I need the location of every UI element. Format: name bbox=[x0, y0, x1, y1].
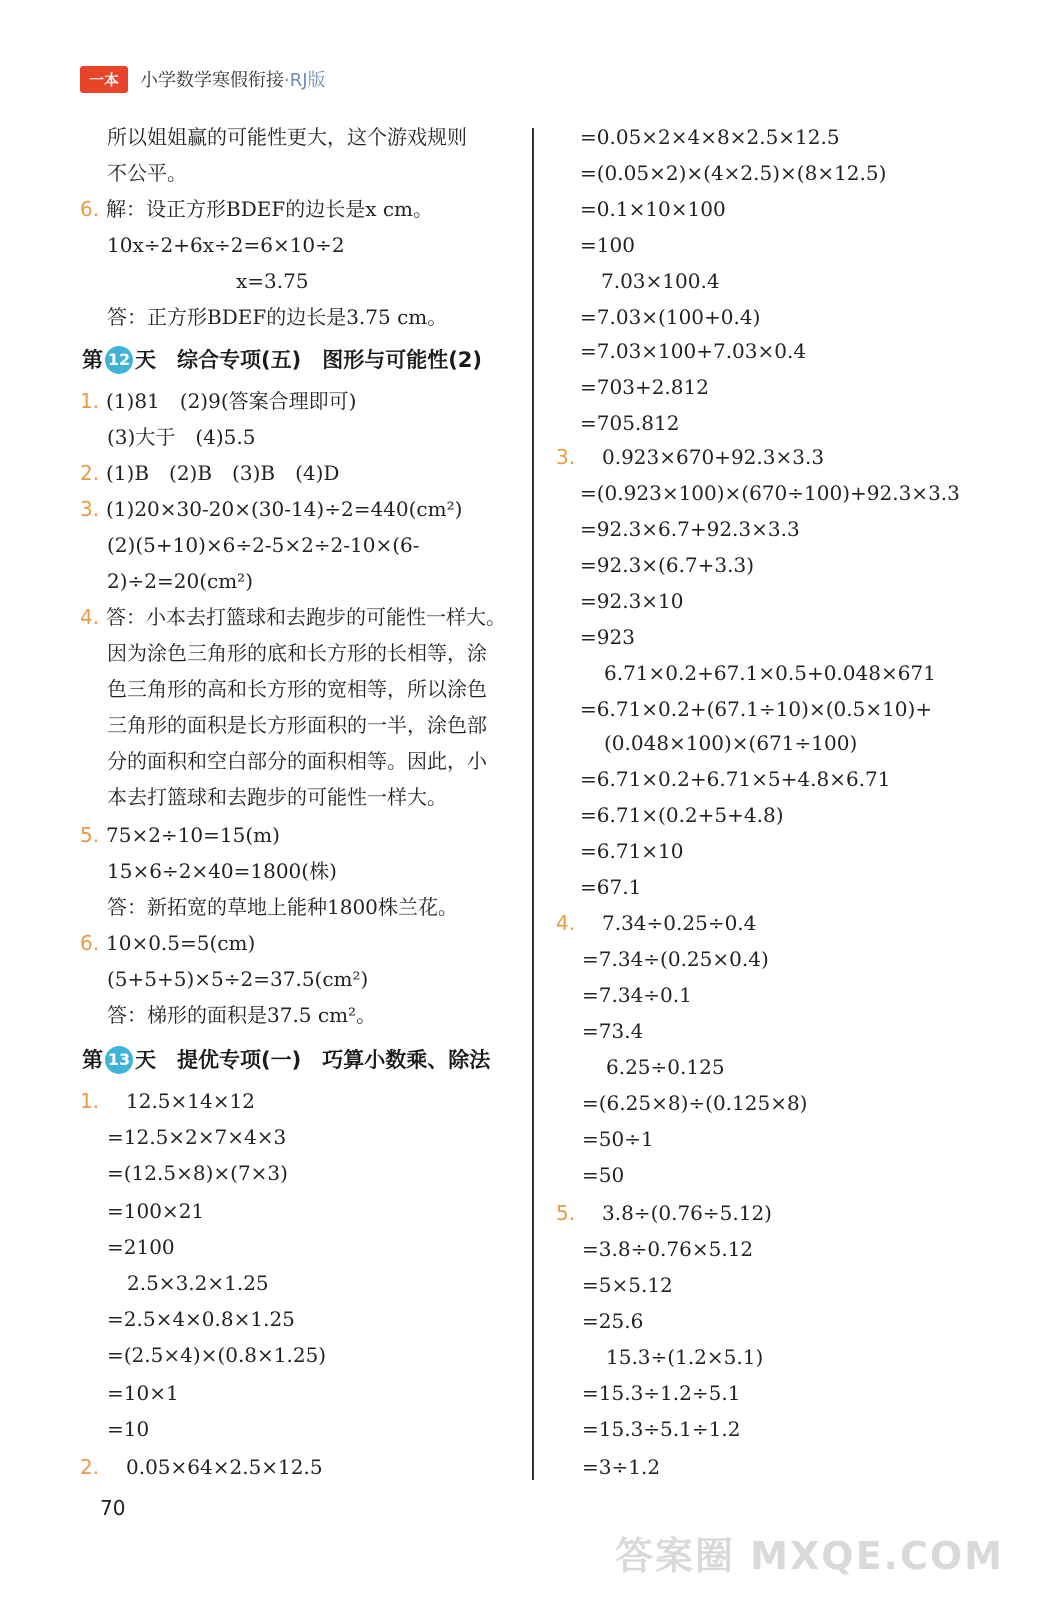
left-answer-line bbox=[107, 1412, 149, 1448]
answer-text: 7.03×100.4 bbox=[601, 269, 720, 293]
answer-text: (1)B (2)B (3)B (4)D bbox=[106, 461, 340, 485]
left-answer-line bbox=[107, 962, 368, 998]
answer-text: =(6.25×8)÷(0.125×8) bbox=[582, 1091, 808, 1115]
answer-text: 6.71×0.2+67.1×0.5+0.048×671 bbox=[604, 661, 936, 685]
watermark: 答案圈 MXQE.COM bbox=[614, 1534, 1004, 1578]
left-answer-line bbox=[80, 384, 356, 420]
answer-text: =6.71×0.2+(67.1÷10)×(0.5×10)+ bbox=[580, 697, 933, 721]
answer-text: =6.71×(0.2+5+4.8) bbox=[580, 803, 784, 827]
answer-text: =10×1 bbox=[107, 1381, 179, 1405]
answer-text: 12.5×14×12 bbox=[106, 1089, 255, 1113]
question-number: 4. bbox=[80, 605, 100, 629]
right-answer-line bbox=[580, 228, 635, 264]
answer-text: =3.8÷0.76×5.12 bbox=[582, 1237, 754, 1261]
answer-text: =0.1×10×100 bbox=[580, 197, 726, 221]
column-divider bbox=[532, 128, 534, 1480]
left-answer-line bbox=[107, 854, 337, 890]
answer-text: 所以姐姐赢的可能性更大，这个游戏规则 bbox=[107, 125, 467, 149]
right-answer-line bbox=[580, 476, 960, 512]
answer-text: 75×2÷10=15(m) bbox=[106, 823, 280, 847]
answer-text: 答：小本去打篮球和去跑步的可能性一样大。 bbox=[106, 605, 506, 629]
answer-text: =2.5×4×0.8×1.25 bbox=[107, 1307, 295, 1331]
section-title: 提优专项(一) 巧算小数乘、除法 bbox=[177, 1048, 491, 1072]
question-number: 2. bbox=[80, 1455, 100, 1479]
day-heading bbox=[82, 343, 482, 379]
left-answer-line bbox=[107, 890, 458, 926]
right-answer-line bbox=[582, 942, 769, 978]
answer-text: =25.6 bbox=[582, 1309, 644, 1333]
answer-text: 10×0.5=5(cm) bbox=[106, 931, 256, 955]
right-answer-line bbox=[606, 1050, 725, 1086]
answer-text: =92.3×10 bbox=[580, 589, 684, 613]
question-number: 5. bbox=[80, 823, 100, 847]
answer-text: (0.048×100)×(671÷100) bbox=[604, 731, 858, 755]
left-answer-line bbox=[107, 564, 253, 600]
right-answer-line bbox=[606, 1340, 763, 1376]
left-answer-line bbox=[107, 672, 487, 708]
left-answer-line bbox=[107, 780, 447, 816]
answer-text: =92.3×(6.7+3.3) bbox=[580, 553, 755, 577]
left-answer-line bbox=[107, 420, 255, 456]
answer-text: =5×5.12 bbox=[582, 1273, 673, 1297]
right-answer-line bbox=[580, 120, 840, 156]
question-number: 3. bbox=[556, 445, 576, 469]
answer-text: =7.03×100+7.03×0.4 bbox=[580, 339, 807, 363]
answer-text: =(2.5×4)×(0.8×1.25) bbox=[107, 1343, 327, 1367]
question-number: 6. bbox=[80, 197, 100, 221]
right-answer-line bbox=[582, 1376, 740, 1412]
right-answer-line bbox=[580, 548, 754, 584]
question-number: 1. bbox=[80, 389, 100, 413]
right-answer-line bbox=[582, 978, 692, 1014]
answer-text: =7.03×(100+0.4) bbox=[580, 305, 761, 329]
answer-text: =6.71×10 bbox=[580, 839, 684, 863]
right-answer-line bbox=[556, 1196, 772, 1232]
brand-logo: 一本 bbox=[80, 66, 128, 93]
answer-text: =50÷1 bbox=[582, 1127, 654, 1151]
right-answer-line bbox=[582, 1304, 643, 1340]
answer-text: =15.3÷1.2÷5.1 bbox=[582, 1381, 741, 1405]
answer-text: =(0.923×100)×(670÷100)+92.3×3.3 bbox=[580, 481, 960, 505]
answer-text: x=3.75 bbox=[236, 269, 309, 293]
answer-text: =12.5×2×7×4×3 bbox=[107, 1125, 287, 1149]
question-number: 5. bbox=[556, 1201, 576, 1225]
answer-text: =3÷1.2 bbox=[582, 1455, 661, 1479]
left-answer-line bbox=[80, 1084, 255, 1120]
right-answer-line bbox=[582, 1268, 673, 1304]
answer-text: =73.4 bbox=[582, 1019, 644, 1043]
right-answer-line bbox=[582, 1232, 753, 1268]
left-answer-line bbox=[107, 1156, 288, 1192]
answer-text: =92.3×6.7+92.3×3.3 bbox=[580, 517, 800, 541]
answer-text: 答：新拓宽的草地上能种1800株兰花。 bbox=[107, 895, 458, 919]
left-answer-line bbox=[80, 1450, 323, 1486]
left-answer-line bbox=[107, 300, 447, 336]
answer-text: 3.8÷(0.76÷5.12) bbox=[582, 1201, 772, 1225]
left-answer-line bbox=[127, 1266, 269, 1302]
left-answer-line bbox=[80, 600, 506, 636]
right-answer-line bbox=[582, 1450, 660, 1486]
left-answer-line bbox=[107, 120, 467, 156]
answer-text: 15×6÷2×40=1800(株) bbox=[107, 859, 337, 883]
answer-text: =67.1 bbox=[580, 875, 642, 899]
answer-text: =(0.05×2)×(4×2.5)×(8×12.5) bbox=[580, 161, 887, 185]
right-answer-line bbox=[556, 440, 824, 476]
answer-text: =7.34÷0.1 bbox=[582, 983, 692, 1007]
left-answer-line bbox=[107, 1194, 204, 1230]
left-answer-line bbox=[80, 192, 433, 228]
edition-label: ·RJ版 bbox=[284, 70, 326, 91]
answer-text: 三角形的面积是长方形面积的一半，涂色部 bbox=[107, 713, 487, 737]
right-answer-line bbox=[580, 156, 886, 192]
right-answer-line bbox=[580, 692, 932, 728]
left-answer-line bbox=[107, 528, 420, 564]
day-suffix: 天 bbox=[135, 348, 177, 372]
right-answer-line bbox=[604, 726, 857, 762]
right-answer-line bbox=[556, 906, 756, 942]
left-answer-line bbox=[107, 1338, 326, 1374]
left-answer-line bbox=[107, 1120, 286, 1156]
answer-text: (1)81 (2)9(答案合理即可) bbox=[106, 389, 357, 413]
answer-text: (2)(5+10)×6÷2-5×2÷2-10×(6- bbox=[107, 533, 420, 557]
left-answer-line bbox=[80, 926, 255, 962]
day-suffix: 天 bbox=[135, 1048, 177, 1072]
right-answer-line bbox=[580, 192, 726, 228]
right-answer-line bbox=[580, 512, 800, 548]
answer-text: 2.5×3.2×1.25 bbox=[127, 1271, 269, 1295]
answer-text: 色三角形的高和长方形的宽相等，所以涂色 bbox=[107, 677, 487, 701]
left-answer-line bbox=[107, 1376, 179, 1412]
section-title: 综合专项(五) 图形与可能性(2) bbox=[177, 348, 483, 372]
book-title: 小学数学寒假衔接 bbox=[140, 70, 285, 91]
right-answer-line bbox=[601, 264, 720, 300]
left-answer-line bbox=[236, 264, 309, 300]
answer-text: =6.71×0.2+6.71×5+4.8×6.71 bbox=[580, 767, 891, 791]
left-answer-line bbox=[107, 228, 345, 264]
day-number-badge: 13 bbox=[105, 1046, 133, 1074]
answer-text: =50 bbox=[582, 1163, 625, 1187]
right-answer-line bbox=[580, 300, 760, 336]
answer-text: (5+5+5)×5÷2=37.5(cm²) bbox=[107, 967, 369, 991]
day-heading bbox=[82, 1043, 490, 1079]
right-answer-line bbox=[580, 406, 679, 442]
right-answer-line bbox=[580, 798, 784, 834]
answer-text: =2100 bbox=[107, 1235, 175, 1259]
right-answer-line bbox=[580, 620, 635, 656]
left-answer-line bbox=[107, 156, 187, 192]
right-answer-line bbox=[580, 834, 684, 870]
question-number: 6. bbox=[80, 931, 100, 955]
day-number-badge: 12 bbox=[105, 346, 133, 374]
right-answer-line bbox=[580, 334, 806, 370]
right-answer-line bbox=[582, 1412, 740, 1448]
answer-text: =100 bbox=[580, 233, 635, 257]
left-answer-line bbox=[107, 744, 487, 780]
page-header bbox=[80, 62, 326, 96]
day-prefix: 第 bbox=[82, 348, 103, 372]
answer-text: 不公平。 bbox=[107, 161, 187, 185]
answer-text: =923 bbox=[580, 625, 635, 649]
question-number: 2. bbox=[80, 461, 100, 485]
answer-text: =7.34÷(0.25×0.4) bbox=[582, 947, 769, 971]
question-number: 3. bbox=[80, 497, 100, 521]
answer-text: 2)÷2=20(cm²) bbox=[107, 569, 254, 593]
answer-text: =703+2.812 bbox=[580, 375, 709, 399]
left-answer-line bbox=[107, 1230, 175, 1266]
answer-text: =(12.5×8)×(7×3) bbox=[107, 1161, 288, 1185]
answer-text: 6.25÷0.125 bbox=[606, 1055, 725, 1079]
answer-text: =705.812 bbox=[580, 411, 680, 435]
answer-text: =15.3÷5.1÷1.2 bbox=[582, 1417, 741, 1441]
answer-text: 0.05×64×2.5×12.5 bbox=[106, 1455, 323, 1479]
left-answer-line bbox=[80, 818, 280, 854]
answer-text: 0.923×670+92.3×3.3 bbox=[582, 445, 825, 469]
answer-text: 分的面积和空白部分的面积相等。因此，小 bbox=[107, 749, 487, 773]
left-answer-line bbox=[107, 1302, 295, 1338]
answer-text: 答：梯形的面积是37.5 cm²。 bbox=[107, 1003, 377, 1027]
answer-text: =100×21 bbox=[107, 1199, 205, 1223]
right-answer-line bbox=[580, 370, 709, 406]
right-answer-line bbox=[580, 870, 641, 906]
left-answer-line bbox=[80, 492, 462, 528]
right-answer-line bbox=[582, 1158, 624, 1194]
right-answer-line bbox=[580, 584, 684, 620]
right-answer-line bbox=[582, 1122, 654, 1158]
right-answer-line bbox=[582, 1086, 807, 1122]
answer-text: =0.05×2×4×8×2.5×12.5 bbox=[580, 125, 840, 149]
question-number: 4. bbox=[556, 911, 576, 935]
answer-text: (3)大于 (4)5.5 bbox=[107, 425, 256, 449]
answer-text: 因为涂色三角形的底和长方形的长相等，涂 bbox=[107, 641, 487, 665]
left-answer-line bbox=[107, 636, 487, 672]
answer-text: 答：正方形BDEF的边长是3.75 cm。 bbox=[107, 305, 448, 329]
left-answer-line bbox=[107, 708, 487, 744]
right-answer-line bbox=[604, 656, 936, 692]
answer-text: 解：设正方形BDEF的边长是x cm。 bbox=[106, 197, 434, 221]
right-answer-line bbox=[582, 1014, 643, 1050]
day-prefix: 第 bbox=[82, 1048, 103, 1072]
page-number: 70 bbox=[100, 1496, 126, 1520]
question-number: 1. bbox=[80, 1089, 100, 1113]
answer-text: (1)20×30-20×(30-14)÷2=440(cm²) bbox=[106, 497, 463, 521]
answer-text: 7.34÷0.25÷0.4 bbox=[582, 911, 757, 935]
right-answer-line bbox=[580, 762, 890, 798]
left-answer-line bbox=[80, 456, 339, 492]
answer-text: =10 bbox=[107, 1417, 150, 1441]
answer-text: 15.3÷(1.2×5.1) bbox=[606, 1345, 764, 1369]
answer-text: 本去打篮球和去跑步的可能性一样大。 bbox=[107, 785, 447, 809]
left-answer-line bbox=[107, 998, 376, 1034]
answer-text: 10x÷2+6x÷2=6×10÷2 bbox=[107, 233, 345, 257]
